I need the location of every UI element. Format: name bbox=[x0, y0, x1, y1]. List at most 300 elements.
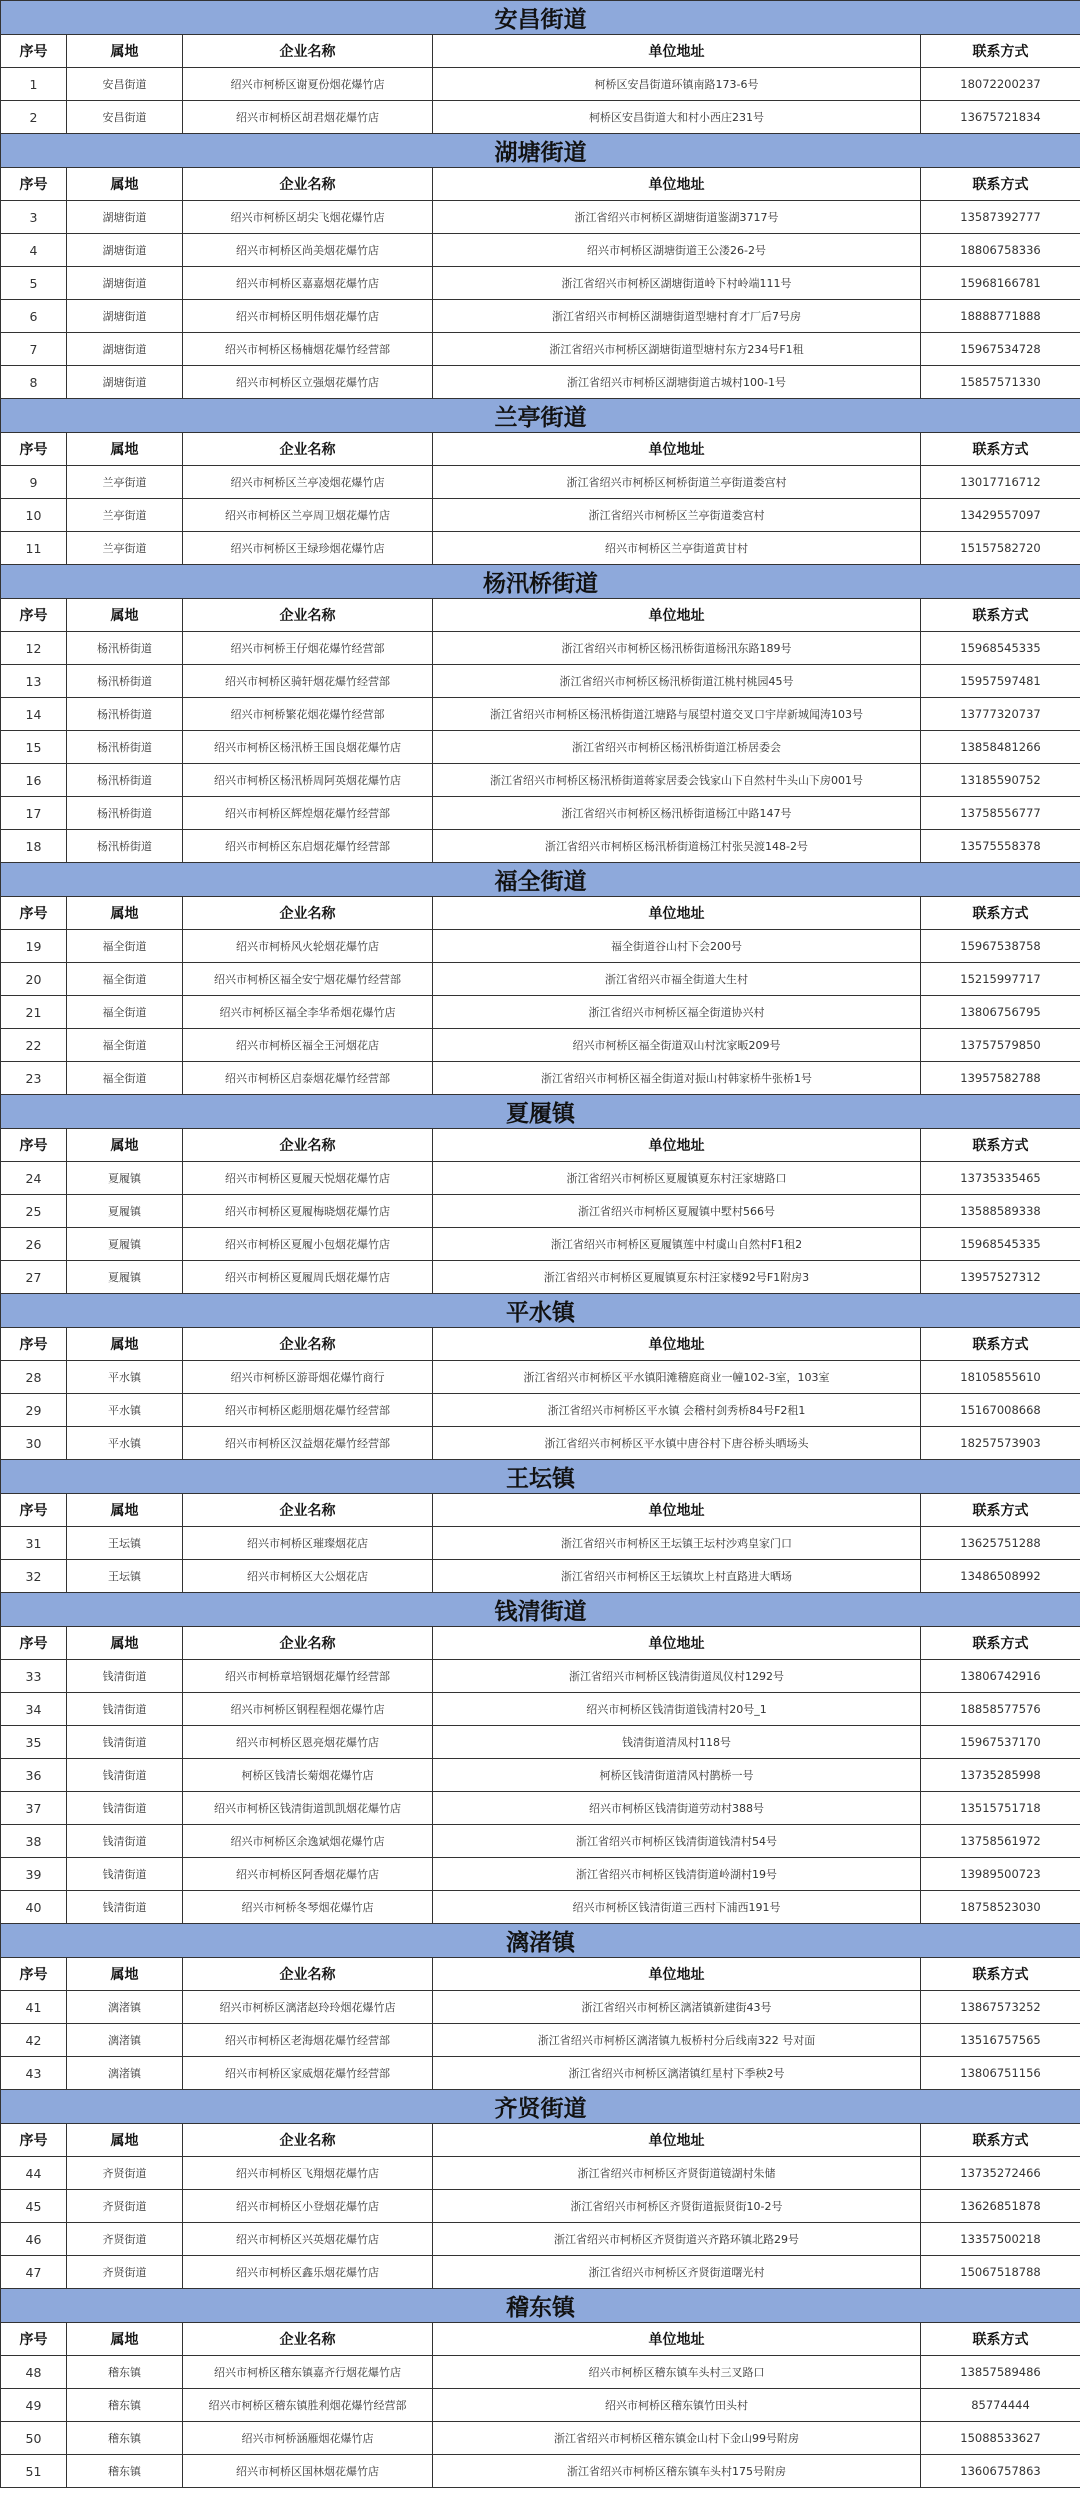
cell-address: 浙江省绍兴市柯桥区平水镇中唐谷村下唐谷桥头晒场头 bbox=[433, 1427, 921, 1460]
section-title-row bbox=[1, 1095, 1080, 1129]
header-area: 属地 bbox=[67, 1328, 183, 1361]
cell-name: 绍兴市柯桥涵雁烟花爆竹店 bbox=[183, 2422, 433, 2455]
cell-address: 绍兴市柯桥区福全街道双山村沈家畈209号 bbox=[433, 1029, 921, 1062]
cell-phone: 13858481266 bbox=[921, 731, 1080, 764]
cell-address: 浙江省绍兴市柯桥区平水镇 会稽村剑秀桥84号F2租1 bbox=[433, 1394, 921, 1427]
section-title: 稽东镇 bbox=[1, 2289, 1080, 2323]
table-row bbox=[1, 2157, 1080, 2190]
cell-no: 8 bbox=[1, 366, 67, 399]
cell-no: 50 bbox=[1, 2422, 67, 2455]
cell-no: 28 bbox=[1, 1361, 67, 1394]
cell-address: 浙江省绍兴市柯桥区湖塘街道古城村100-1号 bbox=[433, 366, 921, 399]
cell-no: 11 bbox=[1, 532, 67, 565]
cell-no: 45 bbox=[1, 2190, 67, 2223]
cell-phone: 13587392777 bbox=[921, 201, 1080, 234]
cell-address: 浙江省绍兴市柯桥区湖塘街道型塘村育才厂后7号房 bbox=[433, 300, 921, 333]
table-row bbox=[1, 101, 1080, 134]
cell-phone: 15967537170 bbox=[921, 1726, 1080, 1759]
header-no: 序号 bbox=[1, 1958, 67, 1991]
header-row bbox=[1, 897, 1080, 930]
header-no: 序号 bbox=[1, 1328, 67, 1361]
cell-name: 绍兴市柯桥区兴英烟花爆竹店 bbox=[183, 2223, 433, 2256]
cell-no: 37 bbox=[1, 1792, 67, 1825]
cell-name: 绍兴市柯桥区辉煌烟花爆竹经营部 bbox=[183, 797, 433, 830]
section-title-row bbox=[1, 1294, 1080, 1328]
table-row bbox=[1, 1693, 1080, 1726]
cell-area: 钱清街道 bbox=[67, 1726, 183, 1759]
header-row bbox=[1, 2323, 1080, 2356]
cell-no: 26 bbox=[1, 1228, 67, 1261]
section-title-row bbox=[1, 863, 1080, 897]
cell-no: 7 bbox=[1, 333, 67, 366]
table-row bbox=[1, 68, 1080, 101]
cell-no: 24 bbox=[1, 1162, 67, 1195]
table-row bbox=[1, 1660, 1080, 1693]
cell-phone: 15857571330 bbox=[921, 366, 1080, 399]
section-title: 王坛镇 bbox=[1, 1460, 1080, 1494]
cell-area: 湖塘街道 bbox=[67, 333, 183, 366]
cell-no: 18 bbox=[1, 830, 67, 863]
cell-no: 5 bbox=[1, 267, 67, 300]
header-name: 企业名称 bbox=[183, 1958, 433, 1991]
header-row bbox=[1, 35, 1080, 68]
cell-address: 绍兴市柯桥区湖塘街道王公溇26-2号 bbox=[433, 234, 921, 267]
header-name: 企业名称 bbox=[183, 168, 433, 201]
table-row bbox=[1, 632, 1080, 665]
cell-name: 绍兴市柯桥区兰亭周卫烟花爆竹店 bbox=[183, 499, 433, 532]
cell-area: 稽东镇 bbox=[67, 2356, 183, 2389]
cell-address: 浙江省绍兴市柯桥区福全街道协兴村 bbox=[433, 996, 921, 1029]
cell-area: 钱清街道 bbox=[67, 1792, 183, 1825]
header-row bbox=[1, 1958, 1080, 1991]
cell-no: 33 bbox=[1, 1660, 67, 1693]
header-address: 单位地址 bbox=[433, 897, 921, 930]
cell-no: 2 bbox=[1, 101, 67, 134]
cell-address: 浙江省绍兴市柯桥区杨汛桥街道杨汛东路189号 bbox=[433, 632, 921, 665]
table-row bbox=[1, 764, 1080, 797]
cell-area: 福全街道 bbox=[67, 963, 183, 996]
cell-no: 47 bbox=[1, 2256, 67, 2289]
table-row bbox=[1, 930, 1080, 963]
section-title-row bbox=[1, 1, 1080, 35]
cell-phone: 13516757565 bbox=[921, 2024, 1080, 2057]
cell-area: 湖塘街道 bbox=[67, 234, 183, 267]
header-address: 单位地址 bbox=[433, 1129, 921, 1162]
cell-area: 杨汛桥街道 bbox=[67, 731, 183, 764]
cell-area: 稽东镇 bbox=[67, 2455, 183, 2488]
cell-no: 17 bbox=[1, 797, 67, 830]
cell-phone: 13017716712 bbox=[921, 466, 1080, 499]
cell-name: 绍兴市柯桥风火轮烟花爆竹店 bbox=[183, 930, 433, 963]
cell-name: 绍兴市柯桥繁花烟花爆竹经营部 bbox=[183, 698, 433, 731]
table-row bbox=[1, 2223, 1080, 2256]
cell-name: 绍兴市柯桥区杨汛桥王国良烟花爆竹店 bbox=[183, 731, 433, 764]
cell-phone: 13185590752 bbox=[921, 764, 1080, 797]
header-address: 单位地址 bbox=[433, 1627, 921, 1660]
cell-address: 浙江省绍兴市柯桥区杨汛桥街道江塘路与展望村道交叉口宇岸新城闻涛103号 bbox=[433, 698, 921, 731]
header-phone: 联系方式 bbox=[921, 168, 1080, 201]
header-phone: 联系方式 bbox=[921, 2124, 1080, 2157]
cell-name: 绍兴市柯桥区家威烟花爆竹经营部 bbox=[183, 2057, 433, 2090]
cell-no: 4 bbox=[1, 234, 67, 267]
cell-area: 钱清街道 bbox=[67, 1825, 183, 1858]
table-row bbox=[1, 797, 1080, 830]
table-row bbox=[1, 996, 1080, 1029]
section-title-row bbox=[1, 565, 1080, 599]
cell-area: 钱清街道 bbox=[67, 1891, 183, 1924]
cell-no: 40 bbox=[1, 1891, 67, 1924]
cell-phone: 13806751156 bbox=[921, 2057, 1080, 2090]
table-row bbox=[1, 499, 1080, 532]
table-row bbox=[1, 1792, 1080, 1825]
header-area: 属地 bbox=[67, 433, 183, 466]
table-body bbox=[1, 1, 1080, 2488]
cell-name: 绍兴市柯桥区彪朋烟花爆竹经营部 bbox=[183, 1394, 433, 1427]
cell-no: 38 bbox=[1, 1825, 67, 1858]
section-title: 湖塘街道 bbox=[1, 134, 1080, 168]
cell-no: 32 bbox=[1, 1560, 67, 1593]
section-title: 齐贤街道 bbox=[1, 2090, 1080, 2124]
cell-phone: 15967534728 bbox=[921, 333, 1080, 366]
cell-area: 杨汛桥街道 bbox=[67, 764, 183, 797]
header-name: 企业名称 bbox=[183, 897, 433, 930]
cell-name: 绍兴市柯桥章培钢烟花爆竹经营部 bbox=[183, 1660, 433, 1693]
header-name: 企业名称 bbox=[183, 1328, 433, 1361]
cell-name: 绍兴市柯桥区骑轩烟花爆竹经营部 bbox=[183, 665, 433, 698]
cell-area: 齐贤街道 bbox=[67, 2157, 183, 2190]
cell-area: 福全街道 bbox=[67, 930, 183, 963]
cell-address: 柯桥区钱清街道清风村鹊桥一号 bbox=[433, 1759, 921, 1792]
cell-phone: 15215997717 bbox=[921, 963, 1080, 996]
section-title: 安昌街道 bbox=[1, 1, 1080, 35]
cell-no: 23 bbox=[1, 1062, 67, 1095]
cell-address: 绍兴市柯桥区钱清街道钱清村20号_1 bbox=[433, 1693, 921, 1726]
cell-address: 浙江省绍兴市柯桥区齐贤街道镜湖村朱储 bbox=[433, 2157, 921, 2190]
header-phone: 联系方式 bbox=[921, 897, 1080, 930]
header-name: 企业名称 bbox=[183, 1129, 433, 1162]
header-no: 序号 bbox=[1, 599, 67, 632]
table-row bbox=[1, 2356, 1080, 2389]
table-row bbox=[1, 1394, 1080, 1427]
cell-address: 浙江省绍兴市柯桥区湖塘街道鉴湖3717号 bbox=[433, 201, 921, 234]
section-title-row bbox=[1, 134, 1080, 168]
cell-no: 20 bbox=[1, 963, 67, 996]
table-row bbox=[1, 2455, 1080, 2488]
cell-area: 王坛镇 bbox=[67, 1527, 183, 1560]
cell-area: 杨汛桥街道 bbox=[67, 632, 183, 665]
table-row bbox=[1, 366, 1080, 399]
header-address: 单位地址 bbox=[433, 1328, 921, 1361]
header-name: 企业名称 bbox=[183, 433, 433, 466]
cell-phone: 13606757863 bbox=[921, 2455, 1080, 2488]
header-no: 序号 bbox=[1, 1129, 67, 1162]
cell-name: 绍兴市柯桥区尚美烟花爆竹店 bbox=[183, 234, 433, 267]
cell-name: 绍兴市柯桥区鑫乐烟花爆竹店 bbox=[183, 2256, 433, 2289]
cell-name: 绍兴市柯桥区稽东镇胜利烟花爆竹经营部 bbox=[183, 2389, 433, 2422]
cell-area: 钱清街道 bbox=[67, 1660, 183, 1693]
cell-area: 福全街道 bbox=[67, 1062, 183, 1095]
cell-phone: 15967538758 bbox=[921, 930, 1080, 963]
cell-no: 19 bbox=[1, 930, 67, 963]
header-no: 序号 bbox=[1, 35, 67, 68]
cell-phone: 13989500723 bbox=[921, 1858, 1080, 1891]
table-row bbox=[1, 267, 1080, 300]
section-title-row bbox=[1, 2289, 1080, 2323]
cell-address: 绍兴市柯桥区稽东镇车头村三叉路口 bbox=[433, 2356, 921, 2389]
cell-phone: 13735335465 bbox=[921, 1162, 1080, 1195]
cell-phone: 13758556777 bbox=[921, 797, 1080, 830]
header-address: 单位地址 bbox=[433, 599, 921, 632]
header-address: 单位地址 bbox=[433, 2323, 921, 2356]
section-title: 钱清街道 bbox=[1, 1593, 1080, 1627]
cell-phone: 18888771888 bbox=[921, 300, 1080, 333]
table-row bbox=[1, 2389, 1080, 2422]
cell-address: 浙江省绍兴市柯桥区湖塘街道型塘村东方234号F1租 bbox=[433, 333, 921, 366]
cell-area: 齐贤街道 bbox=[67, 2190, 183, 2223]
cell-area: 漓渚镇 bbox=[67, 2057, 183, 2090]
header-area: 属地 bbox=[67, 1958, 183, 1991]
header-address: 单位地址 bbox=[433, 2124, 921, 2157]
table-row bbox=[1, 1261, 1080, 1294]
cell-area: 夏履镇 bbox=[67, 1228, 183, 1261]
cell-phone: 18105855610 bbox=[921, 1361, 1080, 1394]
header-phone: 联系方式 bbox=[921, 1494, 1080, 1527]
cell-phone: 15968545335 bbox=[921, 632, 1080, 665]
header-row bbox=[1, 1627, 1080, 1660]
cell-name: 绍兴市柯桥区夏履天悦烟花爆竹店 bbox=[183, 1162, 433, 1195]
cell-name: 绍兴市柯桥区胡尖飞烟花爆竹店 bbox=[183, 201, 433, 234]
header-phone: 联系方式 bbox=[921, 2323, 1080, 2356]
cell-area: 福全街道 bbox=[67, 1029, 183, 1062]
table-row bbox=[1, 532, 1080, 565]
cell-address: 浙江省绍兴市柯桥区钱清街道钱清村54号 bbox=[433, 1825, 921, 1858]
table-row bbox=[1, 1560, 1080, 1593]
cell-name: 绍兴市柯桥区汉益烟花爆竹经营部 bbox=[183, 1427, 433, 1460]
cell-name: 绍兴市柯桥冬琴烟花爆竹店 bbox=[183, 1891, 433, 1924]
cell-phone: 13675721834 bbox=[921, 101, 1080, 134]
cell-address: 浙江省绍兴市柯桥区齐贤街道曙光村 bbox=[433, 2256, 921, 2289]
cell-no: 1 bbox=[1, 68, 67, 101]
cell-no: 10 bbox=[1, 499, 67, 532]
cell-name: 绍兴市柯桥区明伟烟花爆竹店 bbox=[183, 300, 433, 333]
header-area: 属地 bbox=[67, 168, 183, 201]
cell-no: 13 bbox=[1, 665, 67, 698]
cell-area: 平水镇 bbox=[67, 1361, 183, 1394]
cell-area: 齐贤街道 bbox=[67, 2223, 183, 2256]
cell-phone: 15957597481 bbox=[921, 665, 1080, 698]
cell-address: 浙江省绍兴市柯桥区漓渚镇红星村下季秧2号 bbox=[433, 2057, 921, 2090]
header-area: 属地 bbox=[67, 2124, 183, 2157]
cell-name: 绍兴市柯桥区漓渚赵玲玲烟花爆竹店 bbox=[183, 1991, 433, 2024]
header-row bbox=[1, 433, 1080, 466]
cell-area: 杨汛桥街道 bbox=[67, 665, 183, 698]
header-address: 单位地址 bbox=[433, 168, 921, 201]
header-address: 单位地址 bbox=[433, 433, 921, 466]
cell-name: 绍兴市柯桥区东启烟花爆竹经营部 bbox=[183, 830, 433, 863]
cell-area: 杨汛桥街道 bbox=[67, 797, 183, 830]
header-name: 企业名称 bbox=[183, 35, 433, 68]
cell-address: 浙江省绍兴市柯桥区杨汛桥街道江桥居委会 bbox=[433, 731, 921, 764]
header-name: 企业名称 bbox=[183, 2323, 433, 2356]
cell-no: 44 bbox=[1, 2157, 67, 2190]
cell-address: 浙江省绍兴市柯桥区兰亭街道娄宫村 bbox=[433, 499, 921, 532]
cell-name: 绍兴市柯桥区启泰烟花爆竹经营部 bbox=[183, 1062, 433, 1095]
header-row bbox=[1, 599, 1080, 632]
header-row bbox=[1, 1328, 1080, 1361]
cell-phone: 13957527312 bbox=[921, 1261, 1080, 1294]
cell-no: 51 bbox=[1, 2455, 67, 2488]
cell-area: 钱清街道 bbox=[67, 1858, 183, 1891]
header-area: 属地 bbox=[67, 1494, 183, 1527]
cell-area: 稽东镇 bbox=[67, 2422, 183, 2455]
header-name: 企业名称 bbox=[183, 599, 433, 632]
cell-name: 绍兴市柯桥区游哥烟花爆竹商行 bbox=[183, 1361, 433, 1394]
table-row bbox=[1, 1527, 1080, 1560]
header-name: 企业名称 bbox=[183, 1494, 433, 1527]
cell-area: 钱清街道 bbox=[67, 1693, 183, 1726]
header-area: 属地 bbox=[67, 1129, 183, 1162]
cell-no: 12 bbox=[1, 632, 67, 665]
cell-no: 35 bbox=[1, 1726, 67, 1759]
table-row bbox=[1, 1162, 1080, 1195]
cell-address: 浙江省绍兴市柯桥区王坛镇王坛村沙鸡皇家门口 bbox=[433, 1527, 921, 1560]
cell-no: 30 bbox=[1, 1427, 67, 1460]
cell-phone: 15088533627 bbox=[921, 2422, 1080, 2455]
table-row bbox=[1, 1195, 1080, 1228]
cell-name: 绍兴市柯桥区谢夏份烟花爆竹店 bbox=[183, 68, 433, 101]
cell-address: 浙江省绍兴市柯桥区平水镇阳滩稽庭商业一幢102-3室，103室 bbox=[433, 1361, 921, 1394]
header-row bbox=[1, 1494, 1080, 1527]
table-row bbox=[1, 1062, 1080, 1095]
cell-phone: 15067518788 bbox=[921, 2256, 1080, 2289]
cell-no: 27 bbox=[1, 1261, 67, 1294]
cell-name: 绍兴市柯桥区福全王河烟花店 bbox=[183, 1029, 433, 1062]
table-row bbox=[1, 1228, 1080, 1261]
header-name: 企业名称 bbox=[183, 2124, 433, 2157]
cell-phone: 15968545335 bbox=[921, 1228, 1080, 1261]
cell-phone: 13429557097 bbox=[921, 499, 1080, 532]
cell-phone: 18858577576 bbox=[921, 1693, 1080, 1726]
cell-area: 湖塘街道 bbox=[67, 267, 183, 300]
cell-phone: 15968166781 bbox=[921, 267, 1080, 300]
cell-area: 兰亭街道 bbox=[67, 499, 183, 532]
cell-area: 漓渚镇 bbox=[67, 2024, 183, 2057]
cell-address: 钱清街道清凤村118号 bbox=[433, 1726, 921, 1759]
section-title: 兰亭街道 bbox=[1, 399, 1080, 433]
cell-address: 浙江省绍兴市柯桥区夏履镇夏东村汪家塘路口 bbox=[433, 1162, 921, 1195]
cell-address: 浙江省绍兴市柯桥区夏履镇莲中村虞山自然村F1租2 bbox=[433, 1228, 921, 1261]
cell-address: 浙江省绍兴市柯桥区杨汛桥街道蒋家居委会钱家山下自然村牛头山下房001号 bbox=[433, 764, 921, 797]
table-row bbox=[1, 1726, 1080, 1759]
cell-name: 绍兴市柯桥区福全安宁烟花爆竹经营部 bbox=[183, 963, 433, 996]
cell-no: 14 bbox=[1, 698, 67, 731]
cell-name: 绍兴市柯桥区胡君烟花爆竹店 bbox=[183, 101, 433, 134]
table-row bbox=[1, 1858, 1080, 1891]
cell-address: 浙江省绍兴市柯桥区齐贤街道振贤街10-2号 bbox=[433, 2190, 921, 2223]
cell-address: 浙江省绍兴市柯桥区漓渚镇九板桥村分后线南322 号对面 bbox=[433, 2024, 921, 2057]
cell-area: 稽东镇 bbox=[67, 2389, 183, 2422]
header-no: 序号 bbox=[1, 433, 67, 466]
header-phone: 联系方式 bbox=[921, 433, 1080, 466]
header-phone: 联系方式 bbox=[921, 35, 1080, 68]
cell-phone: 13867573252 bbox=[921, 1991, 1080, 2024]
cell-phone: 13806742916 bbox=[921, 1660, 1080, 1693]
cell-phone: 13486508992 bbox=[921, 1560, 1080, 1593]
cell-phone: 13357500218 bbox=[921, 2223, 1080, 2256]
cell-name: 柯桥区钱清长菊烟花爆竹店 bbox=[183, 1759, 433, 1792]
cell-phone: 13857589486 bbox=[921, 2356, 1080, 2389]
cell-name: 绍兴市柯桥区嘉嘉烟花爆竹店 bbox=[183, 267, 433, 300]
cell-area: 兰亭街道 bbox=[67, 532, 183, 565]
header-row bbox=[1, 168, 1080, 201]
section-title: 漓渚镇 bbox=[1, 1924, 1080, 1958]
table-row bbox=[1, 1427, 1080, 1460]
cell-no: 9 bbox=[1, 466, 67, 499]
header-area: 属地 bbox=[67, 897, 183, 930]
cell-name: 绍兴市柯桥区王绿珍烟花爆竹店 bbox=[183, 532, 433, 565]
cell-area: 平水镇 bbox=[67, 1427, 183, 1460]
header-phone: 联系方式 bbox=[921, 599, 1080, 632]
table-row bbox=[1, 466, 1080, 499]
cell-name: 绍兴市柯桥区夏履周氏烟花爆竹店 bbox=[183, 1261, 433, 1294]
table-row bbox=[1, 698, 1080, 731]
cell-area: 福全街道 bbox=[67, 996, 183, 1029]
cell-area: 湖塘街道 bbox=[67, 201, 183, 234]
cell-address: 浙江省绍兴市柯桥区杨汛桥街道杨江中路147号 bbox=[433, 797, 921, 830]
header-no: 序号 bbox=[1, 168, 67, 201]
table-row bbox=[1, 2422, 1080, 2455]
cell-phone: 18257573903 bbox=[921, 1427, 1080, 1460]
cell-no: 16 bbox=[1, 764, 67, 797]
section-title-row bbox=[1, 2090, 1080, 2124]
cell-area: 杨汛桥街道 bbox=[67, 830, 183, 863]
header-area: 属地 bbox=[67, 1627, 183, 1660]
header-no: 序号 bbox=[1, 1627, 67, 1660]
cell-name: 绍兴市柯桥区杨楠烟花爆竹经营部 bbox=[183, 333, 433, 366]
header-area: 属地 bbox=[67, 599, 183, 632]
cell-area: 夏履镇 bbox=[67, 1162, 183, 1195]
cell-no: 29 bbox=[1, 1394, 67, 1427]
cell-address: 柯桥区安昌街道环镇南路173-6号 bbox=[433, 68, 921, 101]
header-name: 企业名称 bbox=[183, 1627, 433, 1660]
table-row bbox=[1, 1991, 1080, 2024]
header-row bbox=[1, 2124, 1080, 2157]
cell-area: 安昌街道 bbox=[67, 101, 183, 134]
cell-address: 浙江省绍兴市柯桥区稽东镇金山村下金山99号附房 bbox=[433, 2422, 921, 2455]
cell-no: 25 bbox=[1, 1195, 67, 1228]
header-no: 序号 bbox=[1, 2124, 67, 2157]
cell-no: 6 bbox=[1, 300, 67, 333]
cell-phone: 13777320737 bbox=[921, 698, 1080, 731]
cell-area: 王坛镇 bbox=[67, 1560, 183, 1593]
cell-name: 绍兴市柯桥区夏履小包烟花爆竹店 bbox=[183, 1228, 433, 1261]
cell-name: 绍兴市柯桥区余逸斌烟花爆竹店 bbox=[183, 1825, 433, 1858]
cell-area: 湖塘街道 bbox=[67, 366, 183, 399]
section-title: 夏履镇 bbox=[1, 1095, 1080, 1129]
cell-address: 浙江省绍兴市福全街道大生村 bbox=[433, 963, 921, 996]
cell-name: 绍兴市柯桥区兰亭凌烟花爆竹店 bbox=[183, 466, 433, 499]
table-row bbox=[1, 1361, 1080, 1394]
table-row bbox=[1, 1825, 1080, 1858]
cell-area: 安昌街道 bbox=[67, 68, 183, 101]
cell-name: 绍兴市柯桥区飞翔烟花爆竹店 bbox=[183, 2157, 433, 2190]
section-title-row bbox=[1, 1593, 1080, 1627]
cell-address: 浙江省绍兴市柯桥区钱清街道凤仪村1292号 bbox=[433, 1660, 921, 1693]
cell-no: 34 bbox=[1, 1693, 67, 1726]
table-row bbox=[1, 731, 1080, 764]
cell-area: 夏履镇 bbox=[67, 1261, 183, 1294]
header-phone: 联系方式 bbox=[921, 1627, 1080, 1660]
